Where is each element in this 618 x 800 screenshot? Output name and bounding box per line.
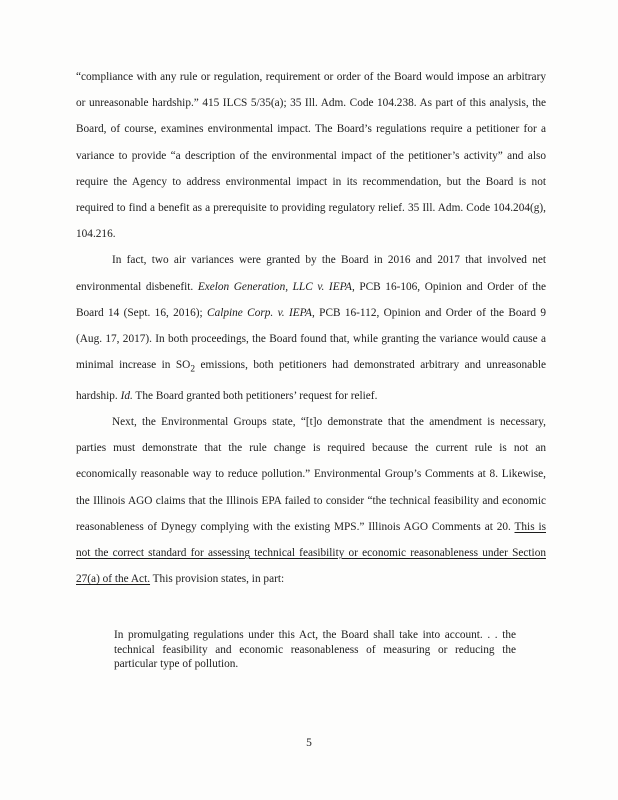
paragraph-2-text-4: emissions, both petitioners had demonstrated arbitrary and unreasonable hardship. [76,359,546,402]
paragraph-3-text-1: Next, the Environmental Groups state, “[t]o demonstrate that the amendment is necessary, parties must demonstrate that the rule change is required because the current rule is not an economically reasonable way to reduce pollution.” Environmental Group’s Comments at 8. Likewise, the Illinois AGO claims that the Illinois EPA failed to consider “the technical feasibility and economic reasonableness of Dynegy complying with the existing MPS.” Illinois AGO Comments at 20. [76,415,546,533]
paragraph-2 [76,247,546,408]
paragraph-2-text-5: The Board granted both petitioners’ request for relief. [132,389,378,402]
paragraph-2-text-3: , PCB 16-112, Opinion and Order of the Board 9 (Aug. 17, 2017). In both proceedings, the Board found that, while granting the variance would cause a minimal increase in SO [76,306,546,372]
id-citation: Id. [120,389,133,402]
body-text [76,64,546,592]
case-citation-calpine: Calpine Corp. v. IEPA [207,306,312,319]
case-citation-exelon: Exelon Generation, LLC v. IEPA [197,280,352,293]
paragraph-3-text-2: This provision states, in part: [150,573,285,586]
block-quote: In promulgating regulations under this Act, the Board shall take into account. . . the technical feasibility and economic reasonableness of measuring or reducing the particular type of pollution. [114,629,516,670]
underlined-statement: This is not the correct standard for assessing technical feasibility or economic reasonableness under Section 27(a) of the Act. [76,520,546,586]
paragraph-3 [76,409,546,592]
page-number: 5 [306,737,312,749]
so2-subscript: 2 [190,364,196,375]
paragraph-2-text-1: In fact, two air variances were granted by the Board in 2016 and 2017 that involved net environmental disbenefit. [76,254,546,293]
paragraph-2-text-2: , PCB 16-106, Opinion and Order of the Board 14 (Sept. 16, 2016); [76,280,546,319]
paragraph-1: “compliance with any rule or regulation, requirement or order of the Board would impose an arbitrary or unreasonable hardship.” 415 ILCS 5/35(a); 35 Ill. Adm. Code 104.238. As part of this analysis, the Board, of course, examines environmental impact. The Board’s regulations require a petitioner for a variance to provide “a description of the environmental impact of the petitioner’s activity” and also require the Agency to address environmental impact in its recommendation, but the Board is not required to find a benefit as a prerequisite to providing regulatory relief. 35 Ill. Adm. Code 104.204(g), 104.216. [76,71,546,241]
